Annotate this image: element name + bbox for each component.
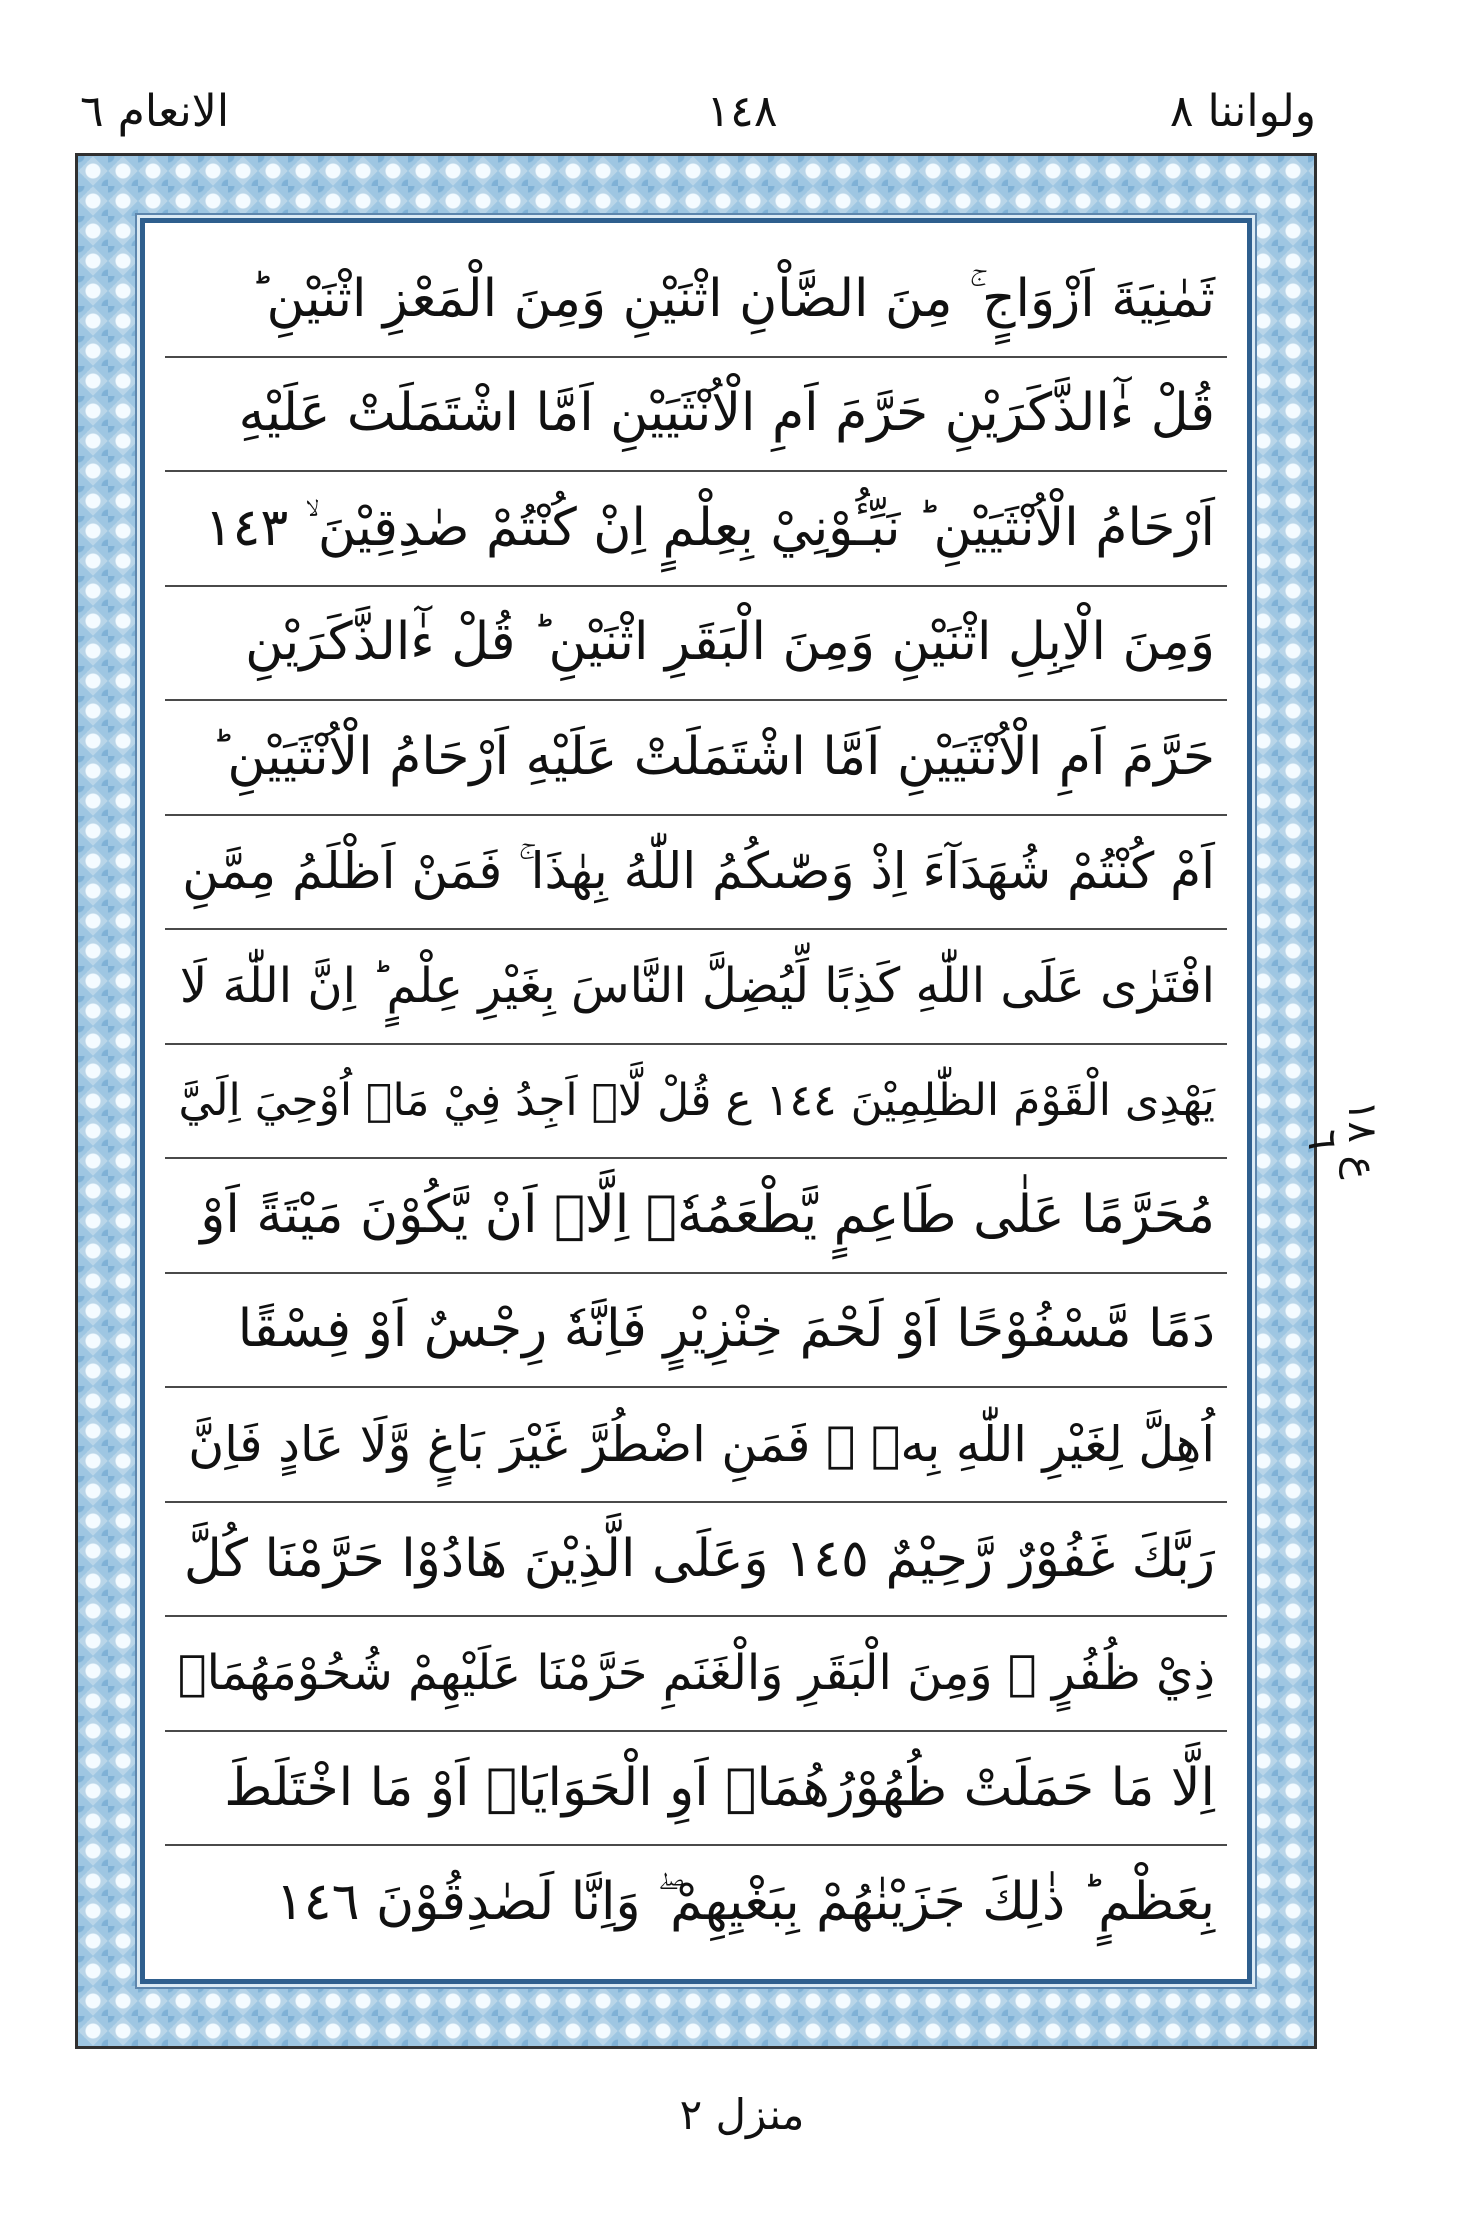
ruku-margin-marker: ع ١٨ ٦: [1299, 1100, 1385, 1180]
verse-line-2: قُلْ ءٰٓالذَّكَرَيْنِ حَرَّمَ اَمِ الْاُنْثَيَيْنِ اَمَّا اشْتَمَلَتْ عَلَيْهِ: [165, 358, 1227, 473]
verse-line-15: بِعَظْمٍ ؕ ذٰلِكَ جَزَيْنٰهُمْ بِبَغْيِهِمْ ۖ وَاِنَّا لَصٰدِقُوْنَ ١٤٦: [275, 1872, 1215, 1933]
decorative-page-border: [75, 153, 1317, 2049]
verse-line-3: اَرْحَامُ الْاُنْثَيَيْنِ ؕ نَبِّـُٔوْنِيْ بِعِلْمٍ اِنْ كُنْتُمْ صٰدِقِيْنَ ۙ ١٤٣: [165, 472, 1227, 587]
verse-line-6: اَمْ كُنْتُمْ شُهَدَآءَ اِذْ وَصّٰىكُمُ اللّٰهُ بِهٰذَا ۚ فَمَنْ اَظْلَمُ مِمَّنِ: [165, 816, 1227, 931]
verse-line-9: مُحَرَّمًا عَلٰى طَاعِمٍ يَّطْعَمُهٗۤ اِلَّاۤ اَنْ يَّكُوْنَ مَيْتَةً اَوْ: [165, 1159, 1227, 1274]
verse-line-13: ذِيْ ظُفُرٍ ۚ وَمِنَ الْبَقَرِ وَالْغَنَمِ حَرَّمْنَا عَلَيْهِمْ شُحُوْمَهُمَاۤ: [165, 1617, 1227, 1732]
verse-line-11: اُهِلَّ لِغَيْرِ اللّٰهِ بِهٖ ۚ فَمَنِ اضْطُرَّ غَيْرَ بَاغٍ وَّلَا عَادٍ فَاِنَّ: [165, 1388, 1227, 1503]
verse-line-10: دَمًا مَّسْفُوْحًا اَوْ لَحْمَ خِنْزِيْرٍ فَاِنَّهٗ رِجْسٌ اَوْ فِسْقًا: [165, 1274, 1227, 1389]
verse-line-5: حَرَّمَ اَمِ الْاُنْثَيَيْنِ اَمَّا اشْتَمَلَتْ عَلَيْهِ اَرْحَامُ الْاُنْثَيَيْنِ ؕ: [165, 701, 1227, 816]
verse-line-12: رَبَّكَ غَفُوْرٌ رَّحِيْمٌ ١٤٥ وَعَلَى الَّذِيْنَ هَادُوْا حَرَّمْنَا كُلَّ: [165, 1503, 1227, 1618]
verse-line-14: اِلَّا مَا حَمَلَتْ ظُهُوْرُهُمَاۤ اَوِ الْحَوَايَاۤ اَوْ مَا اخْتَلَطَ: [165, 1732, 1227, 1847]
verse-line-8: يَهْدِى الْقَوْمَ الظّٰلِمِيْنَ ١٤٤ ع قُلْ لَّاۤ اَجِدُ فِيْ مَاۤ اُوْحِيَ اِلَيَّ: [165, 1045, 1227, 1160]
verse-text-panel: [165, 243, 1227, 1959]
surah-header: الانعام ٦: [80, 86, 230, 137]
verse-line-4: وَمِنَ الْاِبِلِ اثْنَيْنِ وَمِنَ الْبَقَرِ اثْنَيْنِ ؕ قُلْ ءٰٓالذَّكَرَيْنِ: [165, 587, 1227, 702]
juz-header: ولواننا ٨: [1169, 86, 1316, 137]
text-frame: [140, 218, 1252, 1984]
manzil-footer: منزل ٢: [679, 2090, 805, 2139]
verse-line-7: افْتَرٰى عَلَى اللّٰهِ كَذِبًا لِّيُضِلَّ النَّاسَ بِغَيْرِ عِلْمٍ ؕ اِنَّ اللّٰهَ لَا: [165, 930, 1227, 1045]
page-number: ١٤٨: [706, 86, 778, 137]
verse-line-1: ثَمٰنِيَةَ اَزْوَاجٍ ۚ مِنَ الضَّاْنِ اثْنَيْنِ وَمِنَ الْمَعْزِ اثْنَيْنِ ؕ: [165, 243, 1227, 358]
